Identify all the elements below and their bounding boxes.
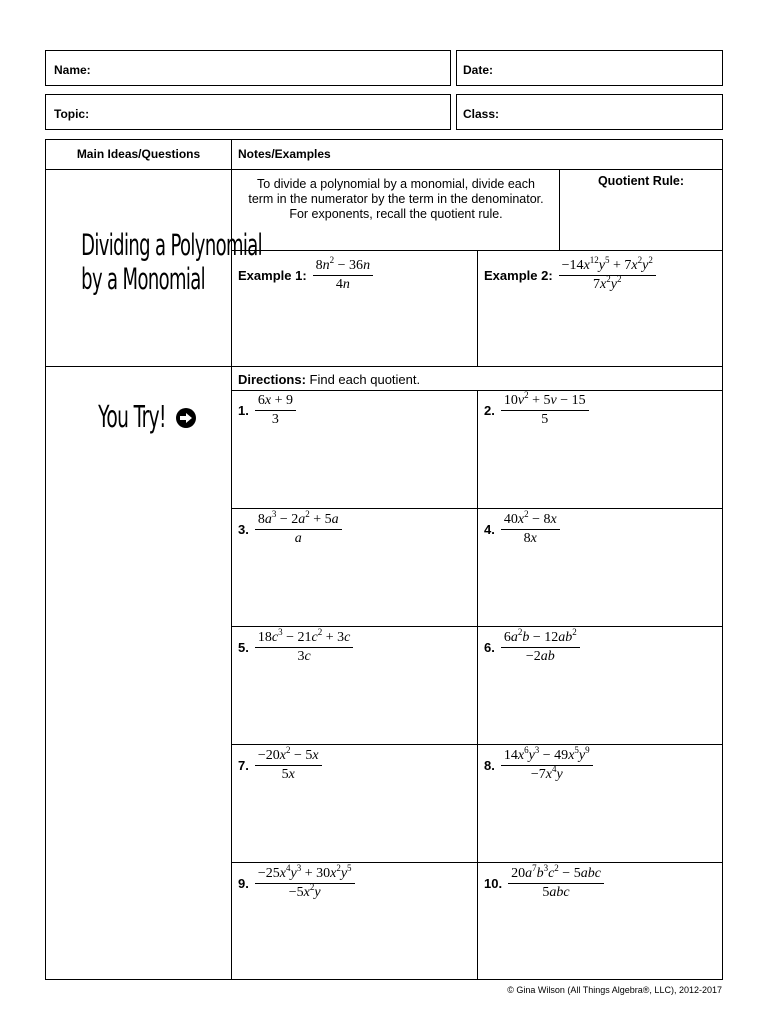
problem-6: [484, 627, 580, 665]
problem-1: [238, 393, 296, 428]
example-2-label: Example 2:: [484, 268, 553, 283]
problem-number: 8.: [484, 758, 495, 773]
copyright: © Gina Wilson (All Things Algebra®, LLC), 2012-2017: [507, 985, 722, 995]
problem-number: 5.: [238, 640, 249, 655]
problem-expression: $\frac{18c^3 - 21c^2 + 3c}{3c}$: [255, 630, 353, 665]
rule-text: To divide a polynomial by a monomial, divide each term in the numerator by the term in the denominator. For exponents, recall the quotient rule.: [248, 177, 544, 221]
example-1-label: Example 1:: [238, 268, 307, 283]
problem-expression: $\frac{-25x^4y^3 + 30x^2y^5}{-5x^2y}$: [255, 866, 355, 901]
problem-8: [484, 745, 593, 783]
quotient-rule-label: Quotient Rule:: [597, 174, 685, 188]
problem-expression: $\frac{10v^2 + 5v - 15}{5}$: [501, 393, 589, 428]
you-try-label: You Try!: [97, 400, 166, 435]
problem-expression: $\frac{14x^6y^3 - 49x^5y^9}{-7x^4y}$: [501, 748, 593, 783]
problem-expression: $\frac{-20x^2 - 5x}{5x}$: [255, 748, 322, 783]
problem-expression: $\frac{6x + 9}{3}$: [255, 393, 296, 428]
problem-9: [238, 863, 355, 901]
example-1-expression: $\frac{8n^2 - 36n}{4n}$: [313, 258, 373, 293]
problem-5: [238, 627, 353, 665]
problem-2: [484, 390, 589, 428]
problem-10: [484, 863, 604, 901]
class-label: Class:: [463, 107, 500, 121]
problem-number: 9.: [238, 876, 249, 891]
problem-3: [238, 509, 342, 547]
problem-7: [238, 745, 322, 783]
problem-4: [484, 509, 560, 547]
topic-label: Topic:: [54, 107, 90, 121]
problem-expression: $\frac{20a^7b^3c^2 - 5abc}{\text{5abc}}$: [508, 866, 604, 901]
problem-number: 6.: [484, 640, 495, 655]
example-2-expression: $\frac{-14x^{12}y^5 + 7x^2y^2}{7x^2y^2}$: [559, 258, 656, 293]
lesson-title-line2: by a Monomial: [81, 262, 206, 296]
problem-number: 3.: [238, 522, 249, 537]
problem-expression: $\frac{40x^2 - 8x}{8x}$: [501, 512, 560, 547]
directions-label: Directions:: [238, 372, 306, 387]
problem-number: 7.: [238, 758, 249, 773]
problem-number: 4.: [484, 522, 495, 537]
problem-number: 10.: [484, 876, 503, 891]
lesson-title-line1: Dividing a Polynomial: [81, 228, 263, 262]
problem-number: 2.: [484, 403, 495, 418]
date-label: Date:: [463, 63, 494, 77]
arrow-right-circle-icon: [175, 407, 197, 429]
directions: [238, 372, 420, 387]
example-2: [484, 255, 656, 293]
main-ideas-header: Main Ideas/Questions: [76, 147, 201, 161]
lesson-title: [46, 228, 263, 296]
problem-expression: $\frac{8a^3 - 2a^2 + 5a}{a}$: [255, 512, 342, 547]
directions-text: Find each quotient.: [309, 372, 421, 387]
example-1: [238, 255, 373, 293]
name-label: Name:: [54, 63, 91, 77]
you-try: [46, 398, 231, 438]
notes-examples-header: Notes/Examples: [238, 147, 331, 161]
problem-expression: $\frac{6a^2b - 12ab^2}{-2ab}$: [501, 630, 580, 665]
problem-number: 1.: [238, 403, 249, 418]
